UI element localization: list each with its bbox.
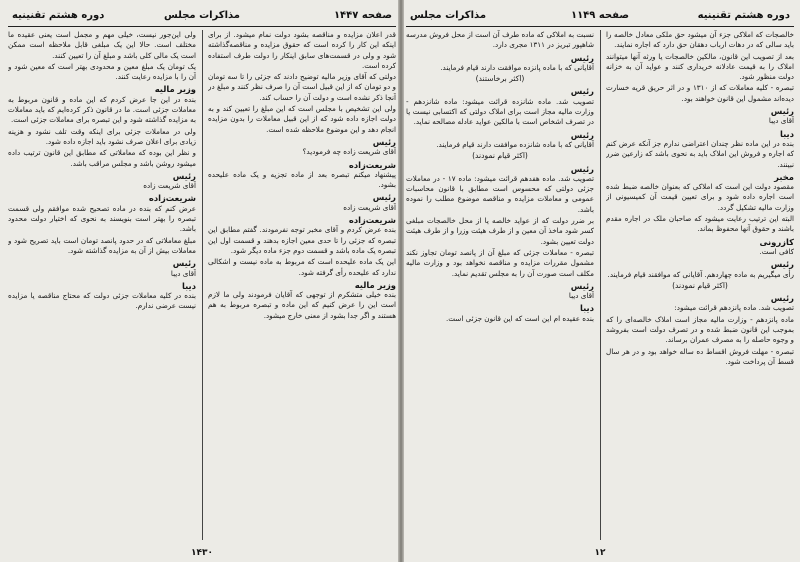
transcript-paragraph: پیشنهاد میکنم تبصره بعد از ماده تجزیه و یک ماده علیحده بشود. bbox=[208, 169, 396, 190]
speaker-name: وزیر مالیه bbox=[154, 84, 196, 95]
right-page-header bbox=[406, 8, 794, 27]
transcript-paragraph: بنده در این جا عرض کردم که این ماده و قانون مربوط به معاملات جزئی است. ما در قانون ذکر کرده‌ایم که باید معاملات به مزایده گذاشته شود و این تبصره برای معاملات جزئی است. bbox=[8, 94, 196, 125]
left-header-page-label: صفحه ۱۴۴۷ bbox=[333, 10, 392, 21]
right-header-page-label: صفحه ۱۱۴۹ bbox=[570, 10, 630, 21]
left-page-column-right bbox=[208, 30, 396, 542]
transcript-paragraph: بعد از تصویب این قانون، مالکین خالصجات یا ورثه آنها میتوانند املاک را به قیمت عادلانه خریداری کنند و عواید آن به خزانه دولت منظور شود. bbox=[606, 51, 794, 82]
speaker-name: کازرونی bbox=[759, 236, 794, 247]
right-page-column-divider bbox=[600, 30, 601, 540]
transcript-paragraph: نسبت به املاکی که ماده طرف آن است از محل فروش مدرسه شاهپور تبریز در ۱۳۱۱ مجری دارد. bbox=[406, 30, 594, 50]
left-page-column-left bbox=[8, 30, 196, 542]
transcript-paragraph: بنده عقیده ام این است که این قانون جزئی است. bbox=[445, 313, 594, 323]
transcript-paragraph: و نظر این بوده که معاملاتی که مطابق این قانون ترتیب داده میشود روشن باشد و مجلس مراقب باشد. bbox=[8, 148, 196, 168]
transcript-paragraph: این یک ماده علیحده است که مربوط به ماده نیست و اشکالی ندارد که علیحده رأی گرفته شود. bbox=[208, 257, 396, 277]
speaker-name: دیبا bbox=[779, 128, 794, 139]
right-page-number: ۱۲ bbox=[594, 548, 606, 558]
transcript-paragraph: آقای دیبا bbox=[768, 116, 794, 126]
transcript-paragraph: البته این ترتیب رعایت میشود که صاحبان ملک در اجاره مقدم باشند و حقوق آنها محفوظ بماند. bbox=[606, 214, 794, 234]
transcript-paragraph: بر ضرر دولت که از عواید خالصه یا از محل خالصجات مبلغی کسر شود ماخذ آن معین و از طرف هیئت وزرا و از طرف هیئت دولت تعیین بشود. bbox=[406, 216, 594, 246]
right-page-column-right bbox=[606, 30, 794, 542]
transcript-paragraph: عرض کنم که بنده در ماده تصحیح شده موافقم ولی قسمت تبصره را بهتر است بنویسند به نحوی که اختیار دولت محدود باشد. bbox=[8, 203, 196, 234]
right-page-column-left bbox=[406, 30, 594, 542]
vote-result-note: (اکثر قیام نمودند) bbox=[672, 280, 728, 290]
transcript-paragraph: ولی در معاملات جزئی برای اینکه وقت تلف نشود و هزینه زیادی برای اعلان صرف نشود باید اجازه داده شود. bbox=[8, 126, 196, 146]
speaker-name: رئیس bbox=[770, 106, 794, 117]
transcript-paragraph: آقای دیبا bbox=[568, 291, 594, 301]
speaker-name: شریعت‌زاده bbox=[148, 193, 196, 204]
right-header-title: مذاکرات مجلس bbox=[410, 10, 487, 21]
speaker-name: رئیس bbox=[372, 192, 396, 203]
speaker-name: وزیر مالیه bbox=[354, 279, 396, 290]
speaker-name: رئیس bbox=[372, 136, 396, 147]
speaker-name: شریعت‌زاده bbox=[348, 159, 396, 170]
transcript-paragraph: آقای شریعت زاده bbox=[143, 181, 196, 191]
speaker-name: دیبا bbox=[181, 280, 196, 291]
transcript-paragraph: مبلغ معاملاتی که در حدود پانصد تومان است باید تصریح شود و معاملات بیش از آن به مزایده گذاشته شود. bbox=[8, 235, 196, 255]
speaker-name: رئیس bbox=[770, 259, 794, 270]
transcript-paragraph: یک تومان یک مبلغ معین و محدودی بهتر است که معین شود و آن را با مزایده رعایت کنند. bbox=[8, 61, 196, 82]
transcript-paragraph: آقای دیبا bbox=[170, 268, 196, 278]
transcript-paragraph: آقای شریعت زاده bbox=[343, 202, 396, 212]
speaker-name: رئیس bbox=[770, 293, 794, 304]
transcript-paragraph: ولی این تشخیص با مجلس است که این مبلغ را تعیین کند و به دولت اجازه داده شود که از این قبیل معاملات را بدون مزایده انجام دهد و این موضوع ملاحظه شده است. bbox=[208, 104, 396, 134]
transcript-paragraph: خالصجات که املاکی جزء آن میشود حق ملکی معادل خالصه را باید سالی که در دهات ارباب دهقان حق دارد که اجاره نمایند. bbox=[606, 30, 794, 50]
transcript-paragraph: تصویب شد. ماده پانزدهم قرائت میشود: bbox=[674, 303, 794, 313]
transcript-paragraph: قدر اعلان مزایده و مناقصه بشود دولت نمام میشود. از برای اینکه این کار را کرده است که حقوق مزایده و مناقصه‌گذاشته شود و ولی در قسمت‌های سابق اینکار را دولت طرف استفاده کرده است. bbox=[208, 30, 396, 70]
left-page bbox=[8, 0, 396, 562]
speaker-name: رئیس bbox=[570, 52, 594, 63]
speaker-name: مخبر bbox=[774, 171, 794, 182]
transcript-paragraph: آقای شریعت زاده چه فرمودید؟ bbox=[302, 147, 396, 157]
left-page-column-divider bbox=[202, 30, 203, 540]
speaker-name: رئیس bbox=[570, 280, 594, 291]
left-header-session: دوره هشتم تقنینیه bbox=[12, 10, 105, 21]
transcript-paragraph: رأی میگیریم به ماده چهاردهم. آقایانی که موافقند قیام فرمایند. bbox=[607, 269, 794, 279]
speaker-name: شریعت‌زاده bbox=[348, 215, 396, 226]
speaker-name: رئیس bbox=[172, 170, 196, 181]
vote-result-note: (اکثر برخاستند) bbox=[475, 74, 525, 84]
transcript-paragraph: مقصود دولت این است که املاکی که بعنوان خالصه ضبط شده است اجاره داده شود و برای تعیین قیمت آن کمیسیونی از وزارت مالیه تشکیل گردد. bbox=[606, 182, 794, 212]
speaker-name: رئیس bbox=[570, 163, 594, 174]
left-page-header bbox=[8, 8, 396, 27]
transcript-paragraph: کافی است. bbox=[759, 246, 794, 256]
transcript-paragraph: ولی این‌جور نیست، خیلی مهم و مجمل است یعنی عقیده ما مختلف است. حالا این یک مبلغی قابل ملاحظه است ممکن است یک مالی کلی باشد و مبلغ آن را تعیین کنند. bbox=[8, 30, 196, 60]
transcript-paragraph: دولتی که آقای وزیر مالیه توضیح دادند که جزئی را تا سه تومان و دو تومان که از این قبیل است آن را صرف نظر کنند و مبلغ در آنجا ذکر نشده است و دولت آن را حساب کند. bbox=[208, 72, 396, 102]
right-page bbox=[406, 0, 794, 562]
right-header-session: دوره هشتم تقنینیه bbox=[697, 10, 790, 21]
vote-result-note: (اکثر قیام نمودند) bbox=[472, 151, 528, 161]
speaker-name: رئیس bbox=[570, 129, 594, 140]
transcript-paragraph: ماده پانزدهم - وزارت مالیه مجاز است املاک خالصه‌ای را که بموجب این قانون ضبط شده و در تصرف دولت است بفروشد و وجوه حاصله را به مصرف عمران برساند. bbox=[606, 314, 794, 345]
transcript-paragraph: تصویب شد. ماده هفدهم قرائت میشود: ماده ۱۷ - در معاملات جزئی دولتی که محسوس است مطابق با قانون محاسبات عمومی و معاملات مزایده و مناقصه موضوع مطلب را نموده باشد. bbox=[406, 173, 594, 214]
transcript-paragraph: تبصره - معاملات جزئی که مبلغ آن از پانصد تومان تجاوز نکند مشمول مقررات مزایده و مناقصه نخواهد بود و وزارت مالیه مکلف است صورت آن را به مجلس تقدیم نماید. bbox=[406, 247, 594, 278]
transcript-paragraph: بنده در کلیه معاملات جزئی دولت که محتاج مناقصه یا مزایده نیست عرضی ندارم. bbox=[8, 291, 196, 311]
transcript-paragraph: آقایانی که با ماده شانزده موافقت دارند قیام فرمایند. bbox=[436, 139, 594, 149]
left-page-number: ۱۴۳۰ bbox=[191, 548, 213, 558]
speaker-name: رئیس bbox=[172, 258, 196, 269]
book-spine bbox=[398, 0, 404, 562]
transcript-paragraph: بنده در این ماده نظر چندان اعتراضی ندارم جز آنکه عرض کنم که اجاره و فروش این املاک باید به نحوی باشد که زارعین ضرر نبینند. bbox=[606, 138, 794, 169]
transcript-paragraph: بنده خیلی متشکرم از توجهی که آقایان فرمودند ولی ما لازم است این را عرض کنیم که این ماده و تبصره مربوط به هم هستند و اگر جدا بشود از معنی خارج میشود. bbox=[208, 290, 396, 320]
transcript-paragraph: بنده عرض کردم و آقای مخبر توجه نفرمودند. گفتم مطابق این تبصره که جزئی را تا حدی معین اجازه بدهند و قسمت اول این تبصره یک ماده باشد و قسمت دوم جزء ماده دیگر شود. bbox=[208, 225, 396, 255]
speaker-name: رئیس bbox=[570, 86, 594, 97]
speaker-name: دیبا bbox=[579, 303, 594, 314]
transcript-paragraph: تبصره - کلیه معاملات که از ۱۳۱۰ و در اثر حریق قریه خسارت دیده‌اند مشمول این قانون خواهند بود. bbox=[606, 83, 794, 103]
left-header-title: مذاکرات مجلس bbox=[163, 10, 240, 21]
transcript-paragraph: آقایانی که با ماده پانزده موافقت دارند قیام فرمایند. bbox=[440, 62, 594, 72]
transcript-paragraph: تصویب شد. ماده شانزده قرائت میشود: ماده شانزدهم - وزارت مالیه مجاز است برای املاک دولتی که اکتسابی نیست یا در تصرف اشخاص است با مالکین عواید عادله مصالحه نماید. bbox=[406, 96, 594, 127]
transcript-paragraph: تبصره - مهلت فروش اقساط ده ساله خواهد بود و در هر سال قسط آن پرداخت شود. bbox=[606, 346, 794, 366]
